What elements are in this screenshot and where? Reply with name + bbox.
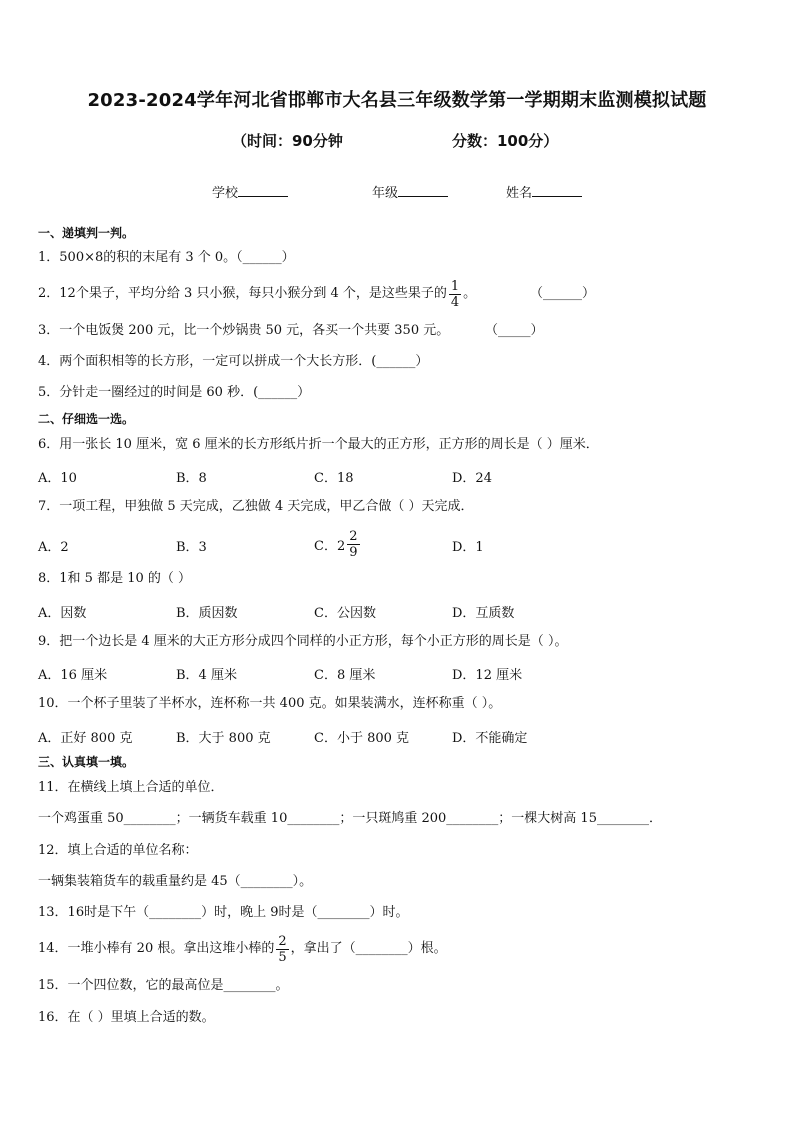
- question-14-tail[interactable]: ，拿出了（________）根。: [290, 941, 447, 956]
- question-13[interactable]: 13．16时是下午（________）时，晚上 9时是（________）时。: [38, 905, 409, 920]
- option-b[interactable]: B．大于 800 克: [176, 731, 271, 746]
- school-label: 学校: [212, 186, 239, 201]
- question-15[interactable]: 15．一个四位数，它的最高位是________。: [38, 978, 289, 993]
- question-16[interactable]: 16．在（ ）里填上合适的数。: [38, 1010, 215, 1025]
- option-a[interactable]: A．2: [38, 540, 69, 555]
- option-c-whole: C．2: [314, 538, 346, 554]
- section-heading: 三、认真填一填。: [38, 755, 135, 769]
- option-a[interactable]: A．16 厘米: [38, 668, 108, 683]
- school-blank[interactable]: [238, 184, 288, 197]
- fraction: [347, 529, 359, 560]
- exam-time: （时间：90分钟: [232, 132, 343, 150]
- option-d[interactable]: D．不能确定: [452, 731, 528, 746]
- question-4: 4．两个面积相等的长方形，一定可以拼成一个大长方形．(______）: [38, 354, 429, 369]
- option-b[interactable]: B．3: [176, 540, 207, 555]
- name-field: [506, 182, 582, 201]
- question-9: 9．把一个边长是 4 厘米的大正方形分成四个同样的小正方形，每个小正方形的周长是（ ）。: [38, 634, 568, 649]
- fraction-denominator: 4: [450, 294, 460, 310]
- fraction-denominator: 5: [278, 949, 287, 965]
- fraction-denominator: 9: [349, 544, 358, 560]
- option-c[interactable]: [314, 526, 362, 562]
- question-12-blank[interactable]: 一辆集装箱货车的载重量约是 45（________）。: [38, 874, 313, 889]
- question-1: 1．500×8的积的末尾有 3 个 0。（______）: [38, 250, 295, 265]
- question-10: 10．一个杯子里装了半杯水，连杯称一共 400 克。如果装满水，连杯称重（ ）。: [38, 696, 502, 711]
- question-14-text: 14．一堆小棒有 20 根。拿出这堆小棒的: [38, 941, 275, 956]
- school-field: [212, 182, 288, 201]
- question-7: 7．一项工程，甲独做 5 天完成，乙独做 4 天完成，甲乙合做（ ）天完成．: [38, 499, 474, 514]
- question-12: 12．填上合适的单位名称：: [38, 843, 198, 858]
- question-14: [38, 930, 447, 968]
- grade-field: [372, 182, 448, 201]
- question-3: 3．一个电饭煲 200 元，比一个炒锅贵 50 元，各买一个共要 350 元。: [38, 323, 450, 338]
- question-5: 5．分针走一圈经过的时间是 60 秒．(______）: [38, 385, 311, 400]
- name-blank[interactable]: [532, 184, 582, 197]
- name-label: 姓名: [506, 186, 533, 201]
- option-d[interactable]: D．12 厘米: [452, 668, 523, 683]
- option-c[interactable]: C．公因数: [314, 606, 376, 621]
- section-heading: 二、仔细选一选。: [38, 412, 135, 426]
- grade-label: 年级: [372, 186, 399, 201]
- section-heading: 一、递填判一判。: [38, 226, 135, 240]
- option-a[interactable]: A．正好 800 克: [38, 731, 133, 746]
- fraction-numerator: 2: [278, 933, 287, 949]
- option-b[interactable]: B．质因数: [176, 606, 238, 621]
- page-title: 2023-2024学年河北省邯郸市大名县三年级数学第一学期期末监测模拟试题: [87, 90, 707, 111]
- option-d[interactable]: D．24: [452, 471, 492, 486]
- question-6: 6．用一张长 10 厘米，宽 6 厘米的长方形纸片折一个最大的正方形，正方形的周长是（ ）厘米．: [38, 437, 599, 452]
- option-c[interactable]: C．8 厘米: [314, 668, 376, 683]
- exam-score: 分数：100分）: [452, 132, 559, 150]
- option-d[interactable]: D．互质数: [452, 606, 515, 621]
- option-b[interactable]: B．4 厘米: [176, 668, 237, 683]
- option-c[interactable]: C．小于 800 克: [314, 731, 410, 746]
- option-b[interactable]: B．8: [176, 471, 207, 486]
- question-8: 8．1和 5 都是 10 的（ ）: [38, 571, 192, 586]
- fraction-numerator: 2: [349, 528, 358, 544]
- option-a[interactable]: A．10: [38, 471, 77, 486]
- option-d[interactable]: D．1: [452, 540, 484, 555]
- option-a[interactable]: A．因数: [38, 606, 87, 621]
- fraction-numerator: 1: [450, 278, 460, 294]
- question-2-text: 2．12个果子，平均分给 3 只小猴，每只小猴分到 4 个，是这些果子的: [38, 286, 447, 301]
- question-11: 11．在横线上填上合适的单位．: [38, 780, 224, 795]
- question-3-answer[interactable]: （_____）: [485, 323, 544, 338]
- question-2-answer[interactable]: （______）: [530, 286, 596, 301]
- fraction: [276, 934, 288, 965]
- option-c[interactable]: C．18: [314, 471, 354, 486]
- question-2: [38, 277, 476, 311]
- grade-blank[interactable]: [398, 184, 448, 197]
- fraction: [449, 279, 461, 310]
- question-2-tail: 。: [463, 286, 477, 301]
- question-11-blanks[interactable]: 一个鸡蛋重 50________；一辆货车载重 10________；一只斑鸠重 200________；一棵大树高 15________．: [38, 811, 662, 826]
